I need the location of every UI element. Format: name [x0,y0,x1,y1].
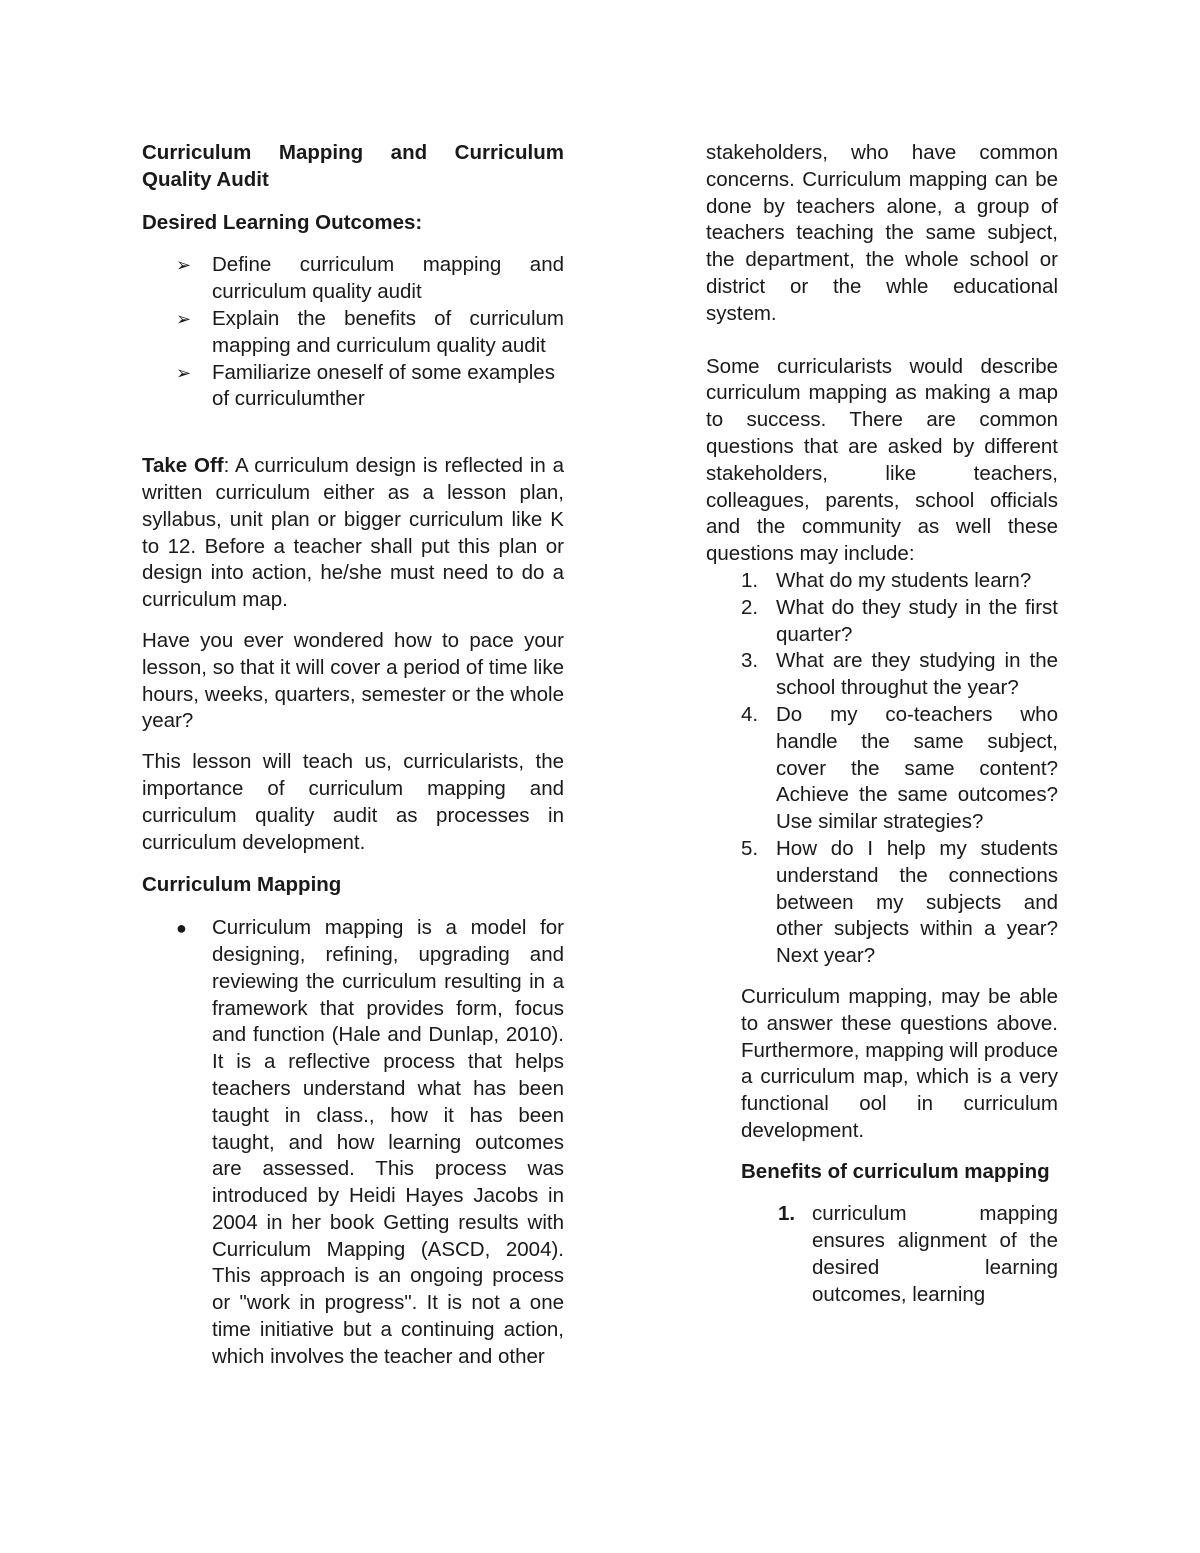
right-column [706,140,1058,1309]
some-curricularists-paragraph: Some curricularists would describe curriculum mapping as making a map to success. There are common questions that are asked by different stakeholders, like teachers, colleagues, parents, school officials and the community as well these questions may include: [706,354,1058,566]
document-title: Curriculum Mapping and Curriculum Quality Audit [142,141,564,191]
benefits-heading: Benefits of curriculum mapping [741,1159,1050,1183]
questions-list [706,568,1058,970]
answer-paragraph: Curriculum mapping, may be able to answer these questions above. Furthermore, mapping will produce a curriculum map, which is a very functional ool in curriculum development. [741,984,1058,1142]
list-item: 1. What do my students learn? [741,568,1032,592]
dot-bullet-icon: ● [176,918,187,939]
takeoff-label: Take Off [142,454,224,478]
list-item: ➢ Familiarize oneself of some examples of curriculumther [176,360,555,411]
list-item: ➢ Explain the benefits of curriculum mapping and curriculum quality audit [176,306,564,357]
pace-paragraph: Have you ever wondered how to pace your lesson, so that it will cover a period of time like hours, weeks, quarters, semester or the whole year? [142,628,564,733]
outcomes-heading: Desired Learning Outcomes: [142,210,423,234]
mapping-heading: Curriculum Mapping [142,873,342,897]
list-item: 2. What do they study in the first quarter? [741,595,1058,646]
list-item: 4. Do my co-teachers who handle the same subject, cover the same content? Achieve the same outcomes? Use similar strategies? [741,702,1058,834]
list-item: 5. How do I help my students understand the connections between my subjects and other subjects within a year? Next year? [741,836,1058,968]
list-item: 1. curriculum mapping ensures alignment of the desired learning outcomes, learning [778,1202,1058,1306]
list-item: ➢ Define curriculum mapping and curriculum quality audit [176,253,564,304]
mapping-list [142,915,564,1371]
arrow-bullet-icon: ➢ [176,308,192,329]
takeoff-paragraph: Take Off: A curriculum design is reflected in a written curriculum either as a lesson plan, syllabus, unit plan or bigger curriculum like K to 12. Before a teacher shall put this plan or design into action, he/she must need to do a curriculum map. [142,454,565,612]
left-column [142,140,564,1371]
benefits-list [706,1201,1058,1308]
list-item: ● Curriculum mapping is a model for designing, refining, upgrading and reviewing the curriculum resulting in a framework that provides form, focus and function (Hale and Dunlap, 2010). It is a reflective process that helps teachers understand what has been taught in class., how it has been taught, and how learning outcomes are assessed. This process was introduced by Heidi Hayes Jacobs in 2004 in her book Getting results with Curriculum Mapping (ASCD, 2004). This approach is an ongoing process or "work in progress". It is not a one time initiative but a continuing action, which involves the teacher and other [176,916,564,1368]
lesson-paragraph: This lesson will teach us, curricularists, the importance of curriculum mapping and curriculum quality audit as processes in curriculum development. [142,750,564,854]
outcomes-list [142,252,564,413]
arrow-bullet-icon: ➢ [176,362,192,383]
list-item: 3. What are they studying in the school throughut the year? [741,649,1058,700]
continued-paragraph: stakeholders, who have common concerns. Curriculum mapping can be done by teachers alone, a group of teachers teaching the same subject, the department, the whole school or district or the whle educational system. [706,141,1058,325]
arrow-bullet-icon: ➢ [176,255,192,276]
